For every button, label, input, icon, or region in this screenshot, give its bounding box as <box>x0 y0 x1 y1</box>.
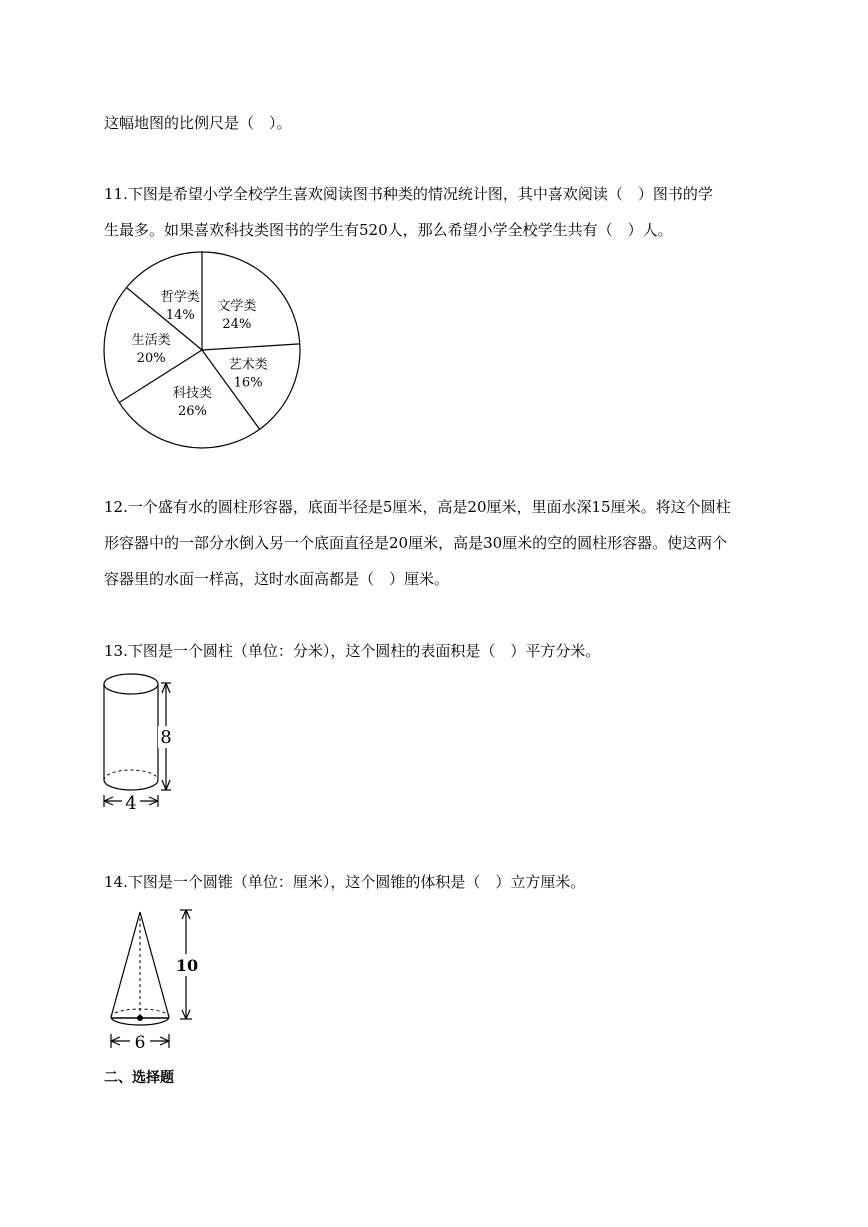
cone-height-label: 10 <box>175 956 199 975</box>
pie-slice-percent: 16% <box>233 375 263 391</box>
pie-slice-label: 生活类 <box>131 332 171 348</box>
pie-slice-percent: 14% <box>165 307 195 323</box>
q14-line: 14.下图是一个圆锥（单位：厘米），这个圆锥的体积是（ ）立方厘米。 <box>104 873 586 891</box>
cone-figure <box>100 900 210 1056</box>
section-title: 二、选择题 <box>104 1070 174 1086</box>
pie-slice-label: 科技类 <box>172 386 212 402</box>
cylinder-top <box>104 674 158 694</box>
q12-line3: 容器里的水面一样高，这时水面高都是（ ）厘米。 <box>104 570 450 588</box>
q13-line: 13.下图是一个圆柱（单位：分米），这个圆柱的表面积是（ ）平方分米。 <box>104 642 601 660</box>
pie-slice-divider <box>202 344 300 350</box>
q11-line2: 生最多。如果喜欢科技类图书的学生有520人，那么希望小学全校学生共有（ ）人。 <box>104 221 673 239</box>
q12-line1: 12.一个盛有水的圆柱形容器，底面半径是5厘米，高是20厘米，里面水深15厘米。将这个圆柱 <box>104 498 731 516</box>
pie-slice-label: 艺术类 <box>228 357 268 373</box>
pie-slice-label: 文学类 <box>217 298 257 314</box>
pie-chart <box>100 248 304 452</box>
pie-slice-label: 哲学类 <box>160 289 200 305</box>
q12-line2: 形容器中的一部分水倒入另一个底面直径是20厘米，高是30厘米的空的圆柱形容器。使这两个 <box>104 534 728 552</box>
pie-slice-percent: 24% <box>222 316 252 332</box>
pie-chart-svg <box>100 248 304 452</box>
cylinder-figure <box>96 668 186 824</box>
cone-diameter-label: 6 <box>134 1033 146 1053</box>
pie-slice-percent: 20% <box>136 350 166 366</box>
pie-slice-percent: 26% <box>177 404 207 420</box>
intro-line: 这幅地图的比例尺是（ ）。 <box>104 114 292 132</box>
q11-line1: 11.下图是希望小学全校学生喜欢阅读图书种类的情况统计图，其中喜欢阅读（ ）图书的学 <box>104 185 713 203</box>
cylinder-diameter-label: 4 <box>125 793 137 814</box>
cylinder-height-label: 8 <box>160 727 172 748</box>
